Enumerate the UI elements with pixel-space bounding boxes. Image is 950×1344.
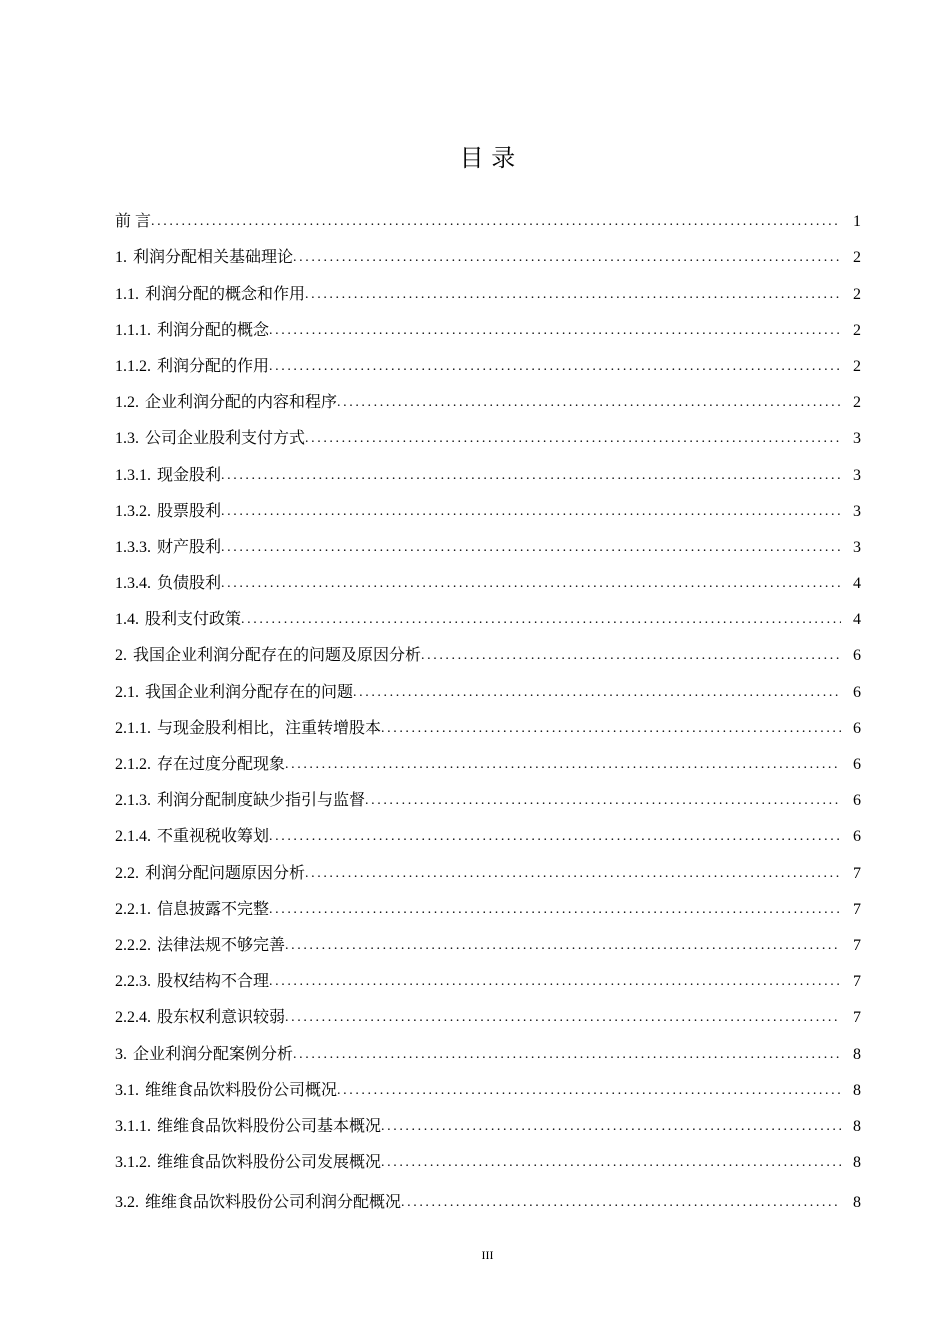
toc-dot-leader <box>241 610 841 630</box>
toc-entry-label: 我国企业利润分配存在的问题 <box>145 683 354 701</box>
toc-entry-label: 股东权利意识较弱 <box>157 1009 286 1027</box>
toc-entry[interactable] <box>115 486 861 522</box>
toc-page-number: 2 <box>853 249 861 267</box>
toc-page-number: 2 <box>853 285 861 303</box>
toc-entry-number: 3. <box>115 1045 127 1063</box>
toc-dot-leader <box>337 393 841 413</box>
toc-dot-leader <box>365 791 841 811</box>
toc-page-number: 6 <box>853 647 861 665</box>
toc-dot-leader <box>381 1153 841 1173</box>
toc-entry-title <box>115 719 381 739</box>
toc-page-number: 4 <box>853 575 861 593</box>
toc-page-number: 7 <box>853 936 861 954</box>
toc-entry-number: 2.2.1. <box>115 900 151 918</box>
toc-entry-title <box>115 357 269 377</box>
toc-entry-label: 股票股利 <box>157 502 222 520</box>
toc-entry-label: 维维食品饮料股份公司发展概况 <box>157 1154 382 1172</box>
toc-entry-label: 维维食品饮料股份公司概况 <box>145 1081 338 1099</box>
table-of-contents <box>115 196 861 1213</box>
toc-entry-label: 公司企业股利支付方式 <box>145 430 306 448</box>
toc-entry-label: 利润分配制度缺少指引与监督 <box>157 792 366 810</box>
toc-entry-label: 不重视税收筹划 <box>157 828 270 846</box>
toc-dot-leader <box>337 1081 841 1101</box>
toc-entry-title <box>115 248 293 268</box>
toc-entry-number: 1. <box>115 249 127 267</box>
toc-entry-title <box>115 1153 381 1173</box>
toc-entry[interactable] <box>115 739 861 775</box>
toc-entry-title <box>115 900 269 920</box>
toc-entry-number: 2.1.3. <box>115 792 151 810</box>
toc-entry-label: 财产股利 <box>157 538 222 556</box>
toc-entry[interactable] <box>115 920 861 956</box>
toc-entry[interactable] <box>115 1065 861 1101</box>
toc-dot-leader <box>221 538 841 558</box>
toc-dot-leader <box>401 1193 841 1213</box>
toc-page-number: 3 <box>853 502 861 520</box>
toc-entry[interactable] <box>115 377 861 413</box>
toc-entry-title <box>115 864 305 884</box>
toc-entry-label: 企业利润分配的内容和程序 <box>145 394 338 412</box>
toc-entry-number: 1.1.2. <box>115 357 151 375</box>
toc-entry-title <box>115 646 421 666</box>
toc-entry-label: 前 言 <box>115 213 152 231</box>
toc-entry-label: 利润分配的概念和作用 <box>145 285 306 303</box>
toc-entry-label: 信息披露不完整 <box>157 900 270 918</box>
toc-entry-number: 1.3. <box>115 430 139 448</box>
toc-entry[interactable] <box>115 811 861 847</box>
toc-entry[interactable] <box>115 1028 861 1064</box>
toc-entry-title <box>115 321 269 341</box>
toc-entry-number: 2.1.4. <box>115 828 151 846</box>
toc-entry-number: 1.4. <box>115 611 139 629</box>
toc-page-number: 8 <box>853 1154 861 1172</box>
toc-entry[interactable] <box>115 1101 861 1137</box>
toc-dot-leader <box>221 502 841 522</box>
toc-entry-number: 1.1.1. <box>115 321 151 339</box>
toc-dot-leader <box>285 1008 841 1028</box>
toc-entry-number: 1.3.2. <box>115 502 151 520</box>
toc-entry-label: 股权结构不合理 <box>157 973 270 991</box>
toc-entry[interactable] <box>115 268 861 304</box>
toc-entry[interactable] <box>115 558 861 594</box>
toc-entry-title <box>115 285 305 305</box>
toc-entry-title <box>115 429 305 449</box>
toc-entry-number: 2.1.1. <box>115 719 151 737</box>
toc-entry-number: 1.2. <box>115 394 139 412</box>
toc-entry-number: 3.2. <box>115 1194 139 1212</box>
toc-dot-leader <box>221 466 841 486</box>
toc-page-number: 6 <box>853 756 861 773</box>
toc-entry-label: 存在过度分配现象 <box>157 756 286 773</box>
toc-entry-label: 利润分配的概念 <box>157 321 270 339</box>
toc-dot-leader <box>305 285 841 305</box>
toc-dot-leader <box>293 248 841 268</box>
toc-entry-title <box>115 466 221 486</box>
toc-entry[interactable] <box>115 630 861 666</box>
toc-entry-title <box>115 1045 293 1065</box>
toc-page-number: 3 <box>853 538 861 556</box>
toc-entry-number: 2.2.3. <box>115 973 151 991</box>
toc-entry[interactable] <box>115 992 861 1028</box>
toc-dot-leader <box>269 321 841 341</box>
toc-entry-title <box>115 1008 285 1028</box>
toc-dot-leader <box>151 212 841 232</box>
toc-dot-leader <box>269 972 841 992</box>
toc-entry-label: 利润分配问题原因分析 <box>145 864 306 882</box>
toc-entry-title <box>115 610 241 630</box>
toc-entry-title <box>115 212 151 232</box>
toc-entry-number: 1.3.4. <box>115 575 151 593</box>
toc-entry[interactable] <box>115 196 861 232</box>
toc-entry[interactable] <box>115 956 861 992</box>
toc-entry[interactable] <box>115 775 861 811</box>
toc-entry[interactable] <box>115 341 861 377</box>
toc-dot-leader <box>381 1117 841 1137</box>
toc-entry-title <box>115 538 221 558</box>
toc-dot-leader <box>269 357 841 377</box>
toc-entry-number: 2.2. <box>115 864 139 882</box>
toc-entry-title <box>115 755 285 775</box>
toc-dot-leader <box>221 574 841 594</box>
toc-entry-label: 现金股利 <box>157 466 222 484</box>
toc-entry[interactable] <box>115 305 861 341</box>
toc-entry-number: 1.3.1. <box>115 466 151 484</box>
toc-page-number: 2 <box>853 357 861 375</box>
toc-entry-label: 维维食品饮料股份公司基本概况 <box>157 1117 382 1135</box>
toc-page-number: 3 <box>853 430 861 448</box>
toc-entry-title <box>115 791 365 811</box>
toc-dot-leader <box>305 864 841 884</box>
toc-dot-leader <box>421 646 841 666</box>
toc-entry-label: 维维食品饮料股份公司利润分配概况 <box>145 1194 402 1212</box>
toc-entry-label: 股利支付政策 <box>145 611 242 629</box>
toc-page-number: 4 <box>853 611 861 629</box>
toc-page-number: 8 <box>853 1194 861 1212</box>
page-number-footer: III <box>481 1248 494 1262</box>
toc-entry[interactable] <box>115 449 861 485</box>
toc-entry-title <box>115 1081 337 1101</box>
toc-entry-number: 2.1. <box>115 683 139 701</box>
toc-entry-number: 2.2.2. <box>115 936 151 954</box>
toc-entry-title <box>115 393 337 413</box>
toc-entry-number: 3.1. <box>115 1081 139 1099</box>
toc-entry-number: 1.3.3. <box>115 538 151 556</box>
toc-entry-label: 企业利润分配案例分析 <box>133 1045 294 1063</box>
toc-page-number: 7 <box>853 900 861 918</box>
toc-entry-title <box>115 574 221 594</box>
toc-entry-number: 2.1.2. <box>115 756 151 773</box>
toc-page-number: 6 <box>853 719 861 737</box>
toc-entry-title <box>115 827 269 847</box>
toc-page-number: 6 <box>853 792 861 810</box>
toc-entry-label: 利润分配相关基础理论 <box>133 249 294 267</box>
toc-entry[interactable] <box>115 666 861 702</box>
toc-page-number: 8 <box>853 1117 861 1135</box>
toc-page-number: 2 <box>853 321 861 339</box>
toc-entry-number: 1.1. <box>115 285 139 303</box>
toc-dot-leader <box>285 936 841 956</box>
toc-entry[interactable] <box>115 1177 861 1213</box>
toc-entry[interactable] <box>115 413 861 449</box>
toc-entry-number: 3.1.1. <box>115 1117 151 1135</box>
toc-entry-number: 2.2.4. <box>115 1009 151 1027</box>
toc-entry[interactable] <box>115 884 861 920</box>
toc-entry-title <box>115 502 221 522</box>
toc-entry-number: 3.1.2. <box>115 1154 151 1172</box>
toc-entry-label: 与现金股利相比，注重转增股本 <box>157 719 382 737</box>
toc-entry-label: 我国企业利润分配存在的问题及原因分析 <box>133 647 422 665</box>
toc-dot-leader <box>269 827 841 847</box>
toc-entry-title <box>115 1117 381 1137</box>
toc-page-number: 3 <box>853 466 861 484</box>
toc-entry[interactable] <box>115 522 861 558</box>
toc-page-number: 7 <box>853 864 861 882</box>
toc-page-number: 7 <box>853 973 861 991</box>
toc-entry[interactable] <box>115 1137 861 1173</box>
toc-page-number: 8 <box>853 1045 861 1063</box>
toc-page-number: 2 <box>853 394 861 412</box>
toc-entry[interactable] <box>115 232 861 268</box>
toc-entry-title <box>115 683 353 703</box>
toc-entry-title <box>115 1193 401 1213</box>
toc-entry-label: 利润分配的作用 <box>157 357 270 375</box>
toc-entry-label: 负债股利 <box>157 575 222 593</box>
toc-page-number: 1 <box>853 213 861 231</box>
toc-dot-leader <box>353 683 841 703</box>
toc-entry-title <box>115 972 269 992</box>
toc-entry[interactable] <box>115 703 861 739</box>
toc-entry-number: 2. <box>115 647 127 665</box>
toc-dot-leader <box>305 429 841 449</box>
page-title: 目 录 <box>459 144 516 173</box>
toc-page-number: 6 <box>853 828 861 846</box>
toc-dot-leader <box>285 755 841 775</box>
toc-entry-title <box>115 936 285 956</box>
toc-dot-leader <box>269 900 841 920</box>
toc-page-number: 7 <box>853 1009 861 1027</box>
toc-dot-leader <box>293 1045 841 1065</box>
toc-page-number: 8 <box>853 1081 861 1099</box>
toc-entry-label: 法律法规不够完善 <box>157 936 286 954</box>
toc-entry[interactable] <box>115 847 861 883</box>
toc-entry[interactable] <box>115 594 861 630</box>
toc-dot-leader <box>381 719 841 739</box>
toc-page-number: 6 <box>853 683 861 701</box>
